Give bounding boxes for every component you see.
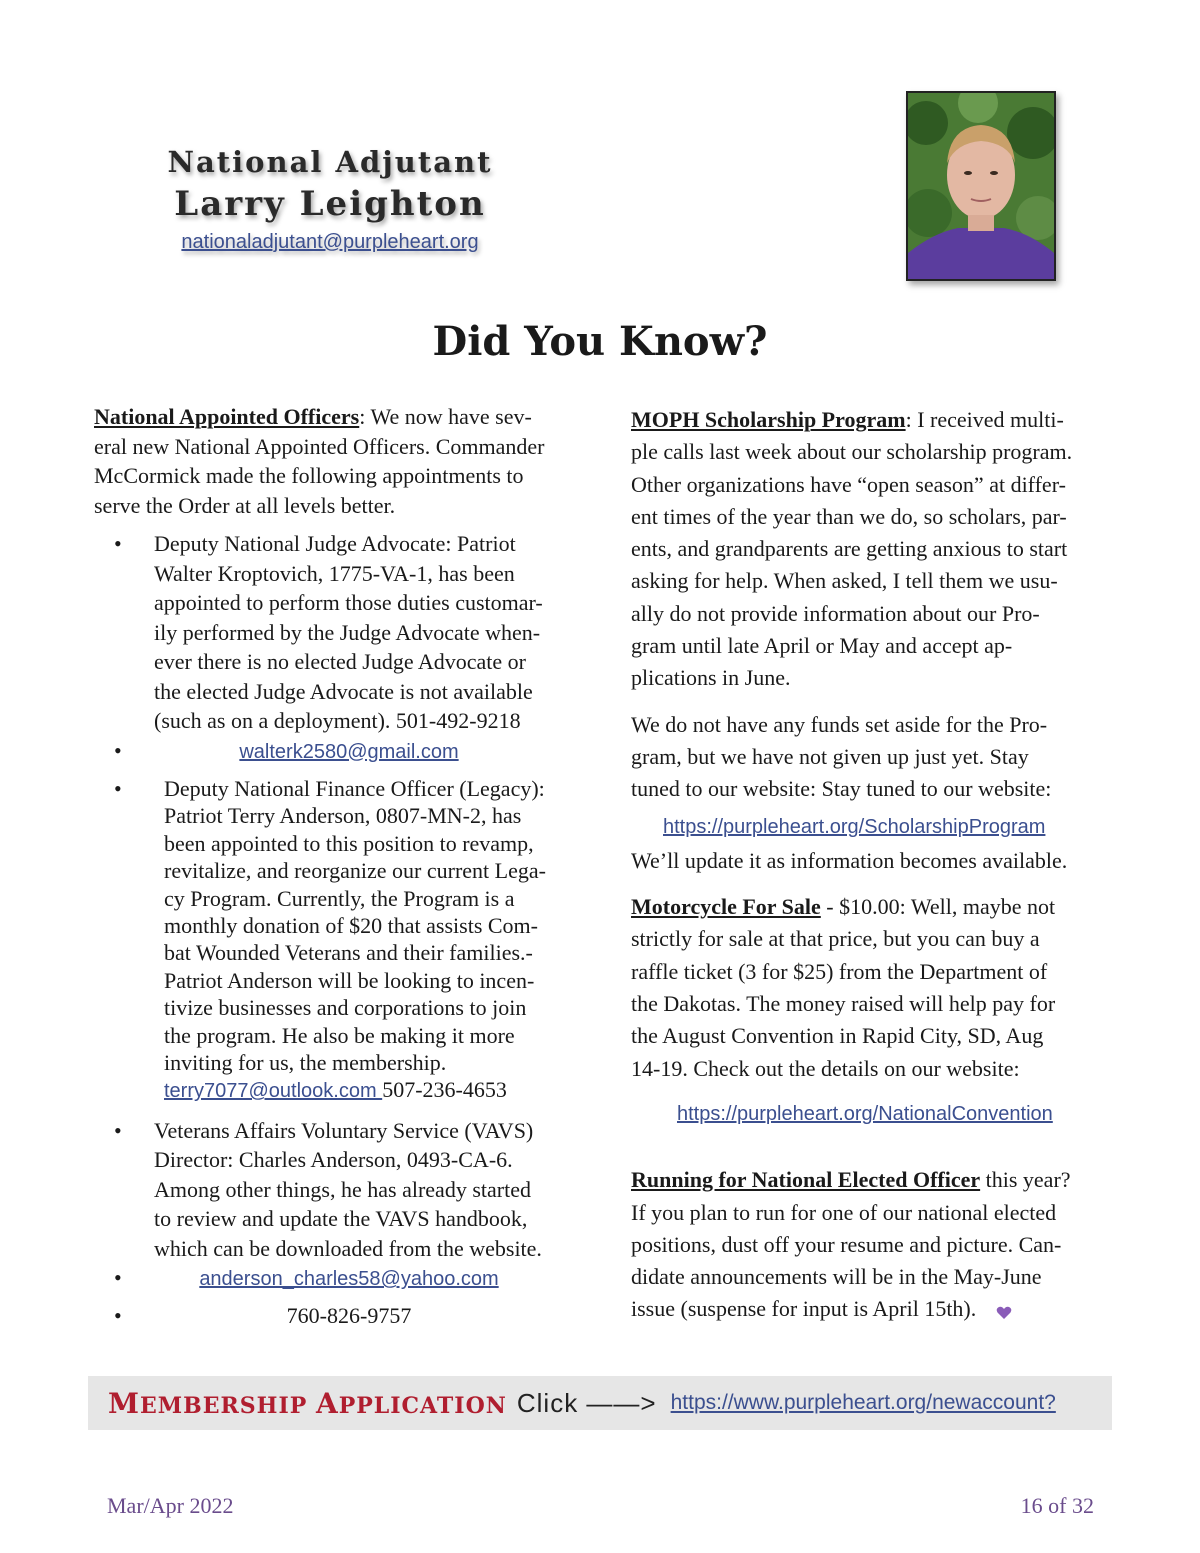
terry-phone: 507-236-4653 [382,1077,507,1103]
para-line: gram until late April or May and accept ap- [631,633,1013,659]
item-line: Patriot Terry Anderson, 0807-MN-2, has [164,803,522,829]
para-line: asking for help. When asked, I tell them we usu- [631,568,1058,594]
motorcycle-heading: Motorcycle For Sale [631,894,821,920]
intro-line: eral new National Appointed Officers. Commander [94,433,545,459]
para-line: 14-19. Check out the details on our website: [631,1055,1020,1081]
scholarship-heading: MOPH Scholarship Program [631,407,906,432]
para-line: ally do not provide information about our Pro- [631,600,1040,626]
para-line: raffle ticket (3 for $25) from the Department of [631,958,1048,984]
item-line: bat Wounded Veterans and their families.- [164,940,533,966]
label-part: EMBERSHIP [140,1392,308,1419]
adjutant-email-link[interactable]: nationaladjutant@purpleheart.org [181,231,479,253]
item-line: Among other things, he has already started [154,1176,531,1202]
motorcycle-paragraph [631,891,1106,1085]
convention-link-line [631,1097,1106,1130]
intro-line: : We now have sev- [359,404,532,429]
para-line: strictly for sale at that price, but you can buy a [631,926,1040,952]
running-paragraph [631,1164,1106,1329]
item-line: which can be downloaded from the website. [154,1235,542,1261]
para-line: issue (suspense for input is April 15th). [631,1296,977,1322]
item-line: tivize businesses and corporations to join [164,995,527,1021]
national-convention-link[interactable]: https://purpleheart.org/NationalConvention [677,1102,1053,1125]
para-line: : I received multi- [905,407,1064,432]
para-line: ent times of the year than we do, so scholars, par- [631,503,1067,529]
item-line: cy Program. Currently, the Program is a [164,885,515,911]
para-line: We do not have any funds set aside for the Pro- [631,711,1048,737]
item-line: inviting for us, the membership. [164,1050,447,1076]
page-title: Did You Know? [432,318,768,365]
item-line: Patriot Anderson will be looking to incen- [164,967,535,993]
item-line: appointed to perform those duties customar- [154,590,543,615]
walterk-email-link[interactable]: walterk2580@gmail.com [239,740,459,763]
item-line: Veterans Affairs Voluntary Service (VAVS) [154,1117,534,1143]
appointed-officers-intro [94,402,584,520]
para-line: the Dakotas. The money raised will help pay for [631,991,1056,1017]
funds-paragraph [631,709,1106,806]
bullet: • [114,1117,122,1143]
list-item-vavs-phone [94,1301,584,1331]
membership-banner [88,1376,1112,1430]
appointments-list [94,529,584,1330]
scholarship-program-link[interactable]: https://purpleheart.org/ScholarshipProgram [663,815,1046,838]
para-line: tuned to our website: Stay tuned to our website: [631,776,1052,802]
list-item-finance-officer [94,775,584,1106]
para-line: ple calls last week about our scholarship program. [631,439,1073,465]
bullet: • [114,737,122,763]
para-line: ents, and grandparents are getting anxious to start [631,536,1068,562]
item-line: the program. He also be making it more [164,1022,515,1048]
para-line: plications in June. [631,665,791,691]
appointed-officers-heading: National Appointed Officers [94,404,360,429]
anderson-email-link[interactable]: anderson_charles58@yahoo.com [199,1268,499,1291]
anderson-phone: 760-826-9757 [286,1302,412,1328]
para-line: positions, dust off your resume and picture. Can- [631,1231,1062,1257]
para-line: - $10.00: Well, maybe not [820,894,1056,920]
list-item-judge-advocate [94,529,584,736]
item-line: Director: Charles Anderson, 0493-CA-6. [154,1147,513,1173]
purple-heart-icon [996,1297,1012,1329]
item-line: (such as on a deployment). 501-492-9218 [154,708,521,733]
para-line: gram, but we have not given up just yet. Stay [631,743,1029,769]
bullet: • [114,776,122,801]
list-item-vavs-email [94,1263,584,1295]
footer-page-number: 16 of 32 [1020,1493,1094,1518]
item-line: monthly donation of $20 that assists Com- [164,913,538,939]
item-line: ever there is no elected Judge Advocate or [154,649,527,674]
membership-application-link[interactable]: https://www.purpleheart.org/newaccount? [670,1391,1056,1414]
bullet: • [114,531,122,556]
item-line: Walter Kroptovich, 1775-VA-1, has been [154,560,515,586]
item-line: Deputy National Judge Advocate: Patriot [154,531,516,556]
click-arrow-text: Click ——> [516,1387,657,1418]
label-part: PPLICATION [338,1392,507,1419]
para-line: didate announcements will be in the May-June [631,1264,1042,1290]
update-line: We’ll update it as information becomes available. [631,847,1068,873]
left-column [94,402,584,1330]
bullet: • [114,1302,122,1328]
label-part: A [315,1386,339,1420]
right-column [631,404,1106,1330]
item-line: ily performed by the Judge Advocate when- [154,619,541,645]
scholarship-link-line [631,810,1106,843]
running-heading: Running for National Elected Officer [631,1167,981,1193]
item-line: to review and update the VAVS handbook, [154,1206,528,1232]
scholarship-paragraph [631,404,1106,695]
para-line: Other organizations have “open season” at differ- [631,471,1066,497]
bullet: • [114,1265,122,1291]
item-line: the elected Judge Advocate is not available [154,678,533,704]
adjutant-title: National Adjutant [167,145,493,179]
footer-issue-date: Mar/Apr 2022 [107,1493,234,1518]
item-line: been appointed to this position to revamp, [164,830,534,856]
item-line: Deputy National Finance Officer (Legacy): [164,776,545,801]
adjutant-photo [906,91,1056,281]
item-line: revitalize, and reorganize our current Lega- [164,858,546,884]
para-line: this year? [980,1167,1071,1193]
adjutant-name: Larry Leighton [174,184,486,224]
para-line: If you plan to run for one of our national elected [631,1199,1057,1225]
intro-line: McCormick made the following appointments to [94,463,524,488]
label-part: M [108,1386,140,1420]
para-line: the August Convention in Rapid City, SD, Aug [631,1023,1044,1049]
terry-email-link[interactable]: terry7077@outlook.com [164,1080,383,1103]
intro-line: serve the Order at all levels better. [94,492,396,518]
list-item-vavs-director [94,1116,584,1264]
membership-application-label [108,1387,507,1420]
list-item-judge-email [94,736,584,768]
